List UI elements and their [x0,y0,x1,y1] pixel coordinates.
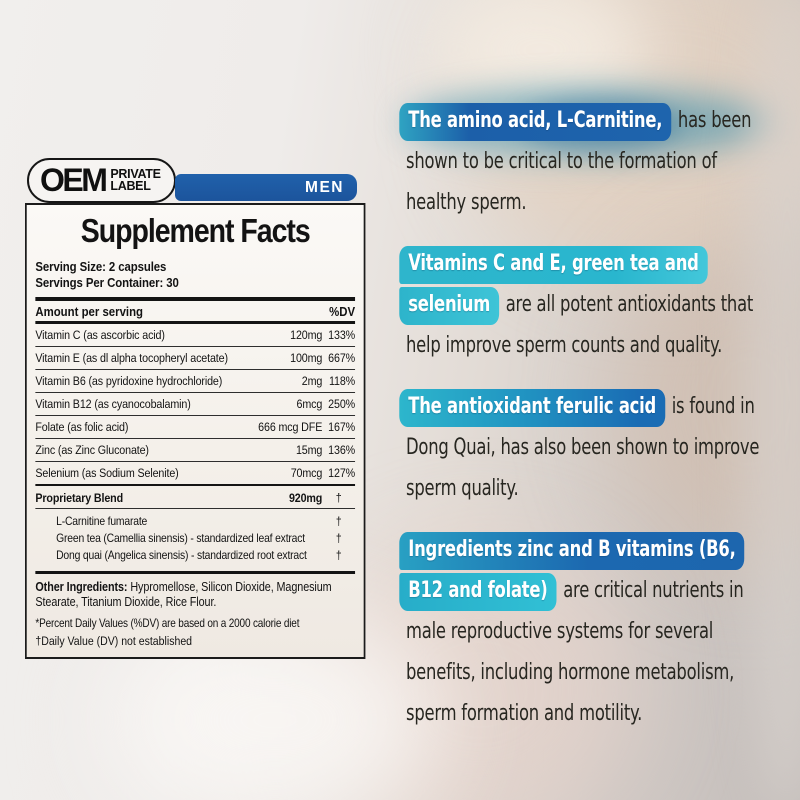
men-banner [175,174,357,201]
callout-text: Dong Quai, has also been shown to improve [406,435,760,460]
other-ingredients-list: Hypromellose, Silicon Dioxide, Magnesium Stearate, Titanium Dioxide, Rice Flour. [35,579,332,609]
nutrient-name: Vitamin B12 (as cyanocobalamin) [35,397,191,411]
nutrient-amount: 6mcg [296,397,323,411]
callout-text: help improve sperm counts and quality. [406,333,723,358]
callout-line [406,243,782,284]
blend-item-dv: † [335,531,342,545]
callout-text: benefits, including hormone metabolism, [406,660,735,685]
table-row [35,439,355,461]
callout-text: is found in [671,394,755,419]
blend-item-dv: † [335,548,342,562]
blend-item [56,547,355,564]
men-banner-label: MEN [305,178,344,196]
other-ingredients [35,580,355,611]
blend-item [56,513,355,530]
callout-line [406,570,782,611]
footnote-dagger: †Daily Value (DV) not established [35,633,193,648]
serving-size: Serving Size: 2 capsules [35,259,167,274]
blend-item-dv: † [335,514,342,528]
blend-item [56,530,355,547]
callout-text: healthy sperm. [406,190,527,215]
footnote-daily-values: *Percent Daily Values (%DV) are based on a 2000 calorie diet [35,616,300,630]
nutrient-name: Vitamin B6 (as pyridoxine hydrochloride) [35,374,223,388]
nutrient-name: Selenium (as Sodium Selenite) [35,466,179,480]
blend-item-name: Green tea (Camellia sinensis) - standardized leaf extract [56,531,306,545]
nutrient-dv: 250% [328,397,356,411]
nutrient-amount: 70mcg [290,466,323,480]
blend-name: Proprietary Blend [35,490,123,505]
nutrient-dv: 133% [328,328,356,342]
nutrient-amount: 100mg [290,351,323,365]
facts-title: Supplement Facts [80,212,310,249]
label-text: LABEL [110,179,151,193]
table-row [35,370,355,392]
divider [35,571,355,574]
nutrient-dv: 167% [328,420,356,434]
callout-ferulic-acid [406,386,782,509]
nutrient-dv: 136% [328,443,356,457]
nutrient-name: Zinc (as Zinc Gluconate) [35,443,149,457]
nutrient-name: Vitamin C (as ascorbic acid) [35,328,165,342]
nutrient-name: Vitamin E (as dl alpha tocopheryl acetate) [35,351,228,365]
highlight-l-carnitine: The amino acid, L-Carnitine, [399,103,671,141]
table-row [35,416,355,438]
callout-line [406,386,782,427]
callout-text: male reproductive systems for several [406,619,714,644]
supplement-facts-panel [25,203,365,659]
private-text: PRIVATE [110,167,161,181]
nutrient-dv: 667% [328,351,356,365]
callout-zinc-b-vitamins [406,529,782,734]
nutrient-dv: 118% [328,374,356,388]
nutrient-dv: 127% [328,466,356,480]
highlight-zinc-b-vitamins: Ingredients zinc and B vitamins (B6, [399,532,744,570]
blend-dv: † [335,490,342,505]
table-row [35,347,355,369]
callout-l-carnitine [406,100,782,223]
callout-line [406,100,782,141]
nutrient-amount: 666 mcg DFE [258,420,323,434]
proprietary-blend-row [35,486,355,508]
highlight-ferulic-acid: The antioxidant ferulic acid [399,389,665,427]
brand-row [27,158,365,203]
oem-private-label-logo [27,158,176,203]
callout-line [406,284,782,325]
callout-antioxidants [406,243,782,366]
callout-text: are all potent antioxidants that [505,292,754,317]
callout-line [406,529,782,570]
nutrient-amount: 15mg [295,443,323,457]
oem-logo-text: OEM [40,162,106,198]
servings-per-container: Servings Per Container: 30 [35,275,179,290]
callout-text: sperm formation and motility. [406,701,643,726]
highlight-vitamins-c-e: Vitamins C and E, green tea and [399,246,707,284]
callout-text: has been [677,108,752,133]
table-row [35,324,355,346]
callout-text: shown to be critical to the formation of [406,149,717,174]
callout-text: are critical nutrients in [563,578,744,603]
dv-header: %DV [329,304,356,319]
callout-text: sperm quality. [406,476,519,501]
blend-ingredients [35,509,355,571]
nutrient-amount: 2mg [301,374,323,388]
highlight-b12-folate: B12 and folate) [399,573,556,611]
blend-amount: 920mg [288,490,323,505]
nutrient-name: Folate (as folic acid) [35,420,129,434]
nutrient-amount: 120mg [290,328,323,342]
table-row [35,462,355,484]
benefit-callouts [406,100,798,754]
blend-item-name: L-Carnitine fumarate [56,514,148,528]
blend-item-name: Dong quai (Angelica sinensis) - standardized root extract [56,548,307,562]
private-label-text [110,168,160,192]
highlight-selenium: selenium [399,287,499,325]
table-row [35,393,355,415]
other-ingredients-label: Other Ingredients: [35,579,128,594]
facts-header-row [35,301,355,321]
amount-header: Amount per serving [35,304,144,319]
